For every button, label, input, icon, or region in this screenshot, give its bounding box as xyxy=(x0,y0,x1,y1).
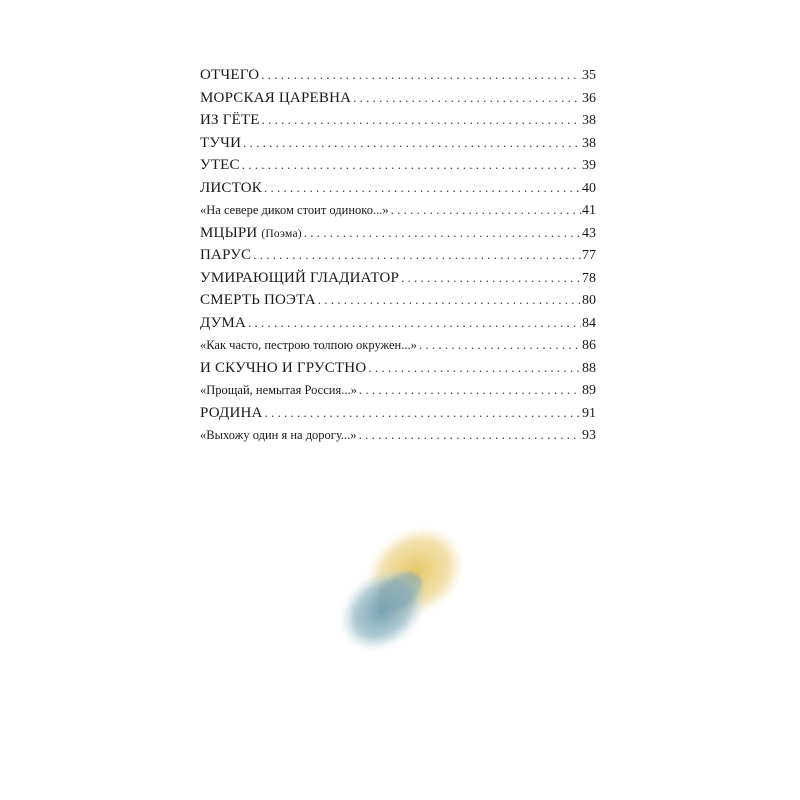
toc-entry-title-text: МЦЫРИ xyxy=(200,224,262,241)
toc-entry xyxy=(200,357,596,380)
toc-page-number: 38 xyxy=(582,135,596,151)
toc-entry-title-text: И СКУЧНО И ГРУСТНО xyxy=(200,359,367,376)
toc-entry xyxy=(200,87,596,110)
toc-page-number: 77 xyxy=(582,248,596,263)
toc-entry-title xyxy=(200,199,389,222)
toc-entry-title xyxy=(200,109,260,132)
toc-entry-title xyxy=(200,64,259,87)
toc-entry-title-text: ДУМА xyxy=(200,314,247,331)
toc-page-number: 84 xyxy=(582,315,596,331)
toc-leader-dots xyxy=(246,312,581,335)
toc-page-number: 89 xyxy=(582,383,596,398)
toc-leader-dots xyxy=(389,199,581,222)
toc-page-number: 86 xyxy=(582,338,596,353)
toc-leader-dots xyxy=(262,177,581,200)
toc-entry xyxy=(200,289,596,312)
toc-entry-title-text: «Выхожу один я на дорогу...» xyxy=(200,428,357,442)
toc-page-number: 78 xyxy=(582,270,596,286)
toc-entry xyxy=(200,109,596,132)
toc-entry-title-text: «Прощай, немытая Россия...» xyxy=(200,383,357,397)
toc-entry-title xyxy=(200,379,357,402)
toc-entry-title xyxy=(200,154,240,177)
toc-entry-title xyxy=(200,334,417,357)
toc-leader-dots xyxy=(417,334,581,357)
toc-entry xyxy=(200,177,596,200)
toc-entry xyxy=(200,244,596,267)
toc-entry-title-text: ПАРУС xyxy=(200,247,252,263)
toc-page-number: 40 xyxy=(582,180,596,196)
toc-list xyxy=(200,64,596,447)
toc-entry-title-text: ИЗ ГЁТЕ xyxy=(200,112,260,128)
toc-entry-title xyxy=(200,177,262,200)
toc-entry xyxy=(200,424,596,447)
toc-entry-title-text: СМЕРТЬ ПОЭТА xyxy=(200,292,316,308)
toc-entry-title xyxy=(200,222,302,246)
toc-page-number: 38 xyxy=(582,113,596,128)
toc-leader-dots xyxy=(260,109,581,132)
toc-entry-title xyxy=(200,132,241,155)
toc-leader-dots xyxy=(263,402,581,425)
toc-entry-title xyxy=(200,357,366,380)
toc-leader-dots xyxy=(351,87,581,110)
toc-entry-title-text: РОДИНА xyxy=(200,404,263,421)
toc-entry-subtitle: (Поэма) xyxy=(261,227,302,240)
watercolor-blot-icon xyxy=(315,510,485,670)
toc-entry-title xyxy=(200,244,251,267)
toc-page-number: 93 xyxy=(582,428,596,443)
toc-leader-dots xyxy=(302,222,581,245)
toc-entry xyxy=(200,154,596,177)
toc-entry xyxy=(200,267,596,290)
toc-page-number: 43 xyxy=(582,225,596,241)
toc-entry xyxy=(200,64,596,87)
toc-entry xyxy=(200,379,596,402)
toc-entry xyxy=(200,132,596,155)
toc-entry-title-text: УТЕС xyxy=(200,157,240,173)
toc-page-number: 88 xyxy=(582,360,596,376)
table-of-contents xyxy=(200,64,596,447)
toc-page-number: 91 xyxy=(582,405,596,421)
toc-entry-title xyxy=(200,267,399,290)
toc-page-number: 36 xyxy=(582,90,596,106)
toc-leader-dots xyxy=(357,424,581,447)
toc-entry-title-text: «Как часто, пестрою толпою окружен...» xyxy=(200,338,417,352)
toc-entry-title xyxy=(200,87,351,110)
toc-entry-title-text: «На севере диком стоит одиноко...» xyxy=(200,203,389,217)
toc-entry-title-text: ОТЧЕГО xyxy=(200,67,260,83)
toc-entry xyxy=(200,199,596,222)
toc-entry-title xyxy=(200,424,357,447)
toc-entry-title-text: УМИРАЮЩИЙ ГЛАДИАТОР xyxy=(200,269,400,286)
toc-entry-title xyxy=(200,312,246,335)
toc-page-number: 39 xyxy=(582,158,596,173)
toc-entry-title-text: ТУЧИ xyxy=(200,134,242,151)
toc-leader-dots xyxy=(316,289,581,312)
toc-leader-dots xyxy=(241,132,581,155)
toc-page-number: 80 xyxy=(582,293,596,308)
toc-leader-dots xyxy=(251,244,581,267)
toc-leader-dots xyxy=(399,267,581,290)
toc-page-number: 35 xyxy=(582,68,596,83)
toc-entry xyxy=(200,312,596,335)
toc-entry-title xyxy=(200,402,263,425)
toc-leader-dots xyxy=(259,64,581,87)
toc-entry xyxy=(200,402,596,425)
toc-page-number: 41 xyxy=(582,203,596,218)
toc-entry-title-text: ЛИСТОК xyxy=(200,179,263,196)
toc-entry-title xyxy=(200,289,316,312)
toc-leader-dots xyxy=(240,154,581,177)
toc-leader-dots xyxy=(366,357,581,380)
toc-entry-title-text: МОРСКАЯ ЦАРЕВНА xyxy=(200,89,352,106)
toc-entry xyxy=(200,334,596,357)
toc-leader-dots xyxy=(357,379,581,402)
toc-entry xyxy=(200,222,596,245)
